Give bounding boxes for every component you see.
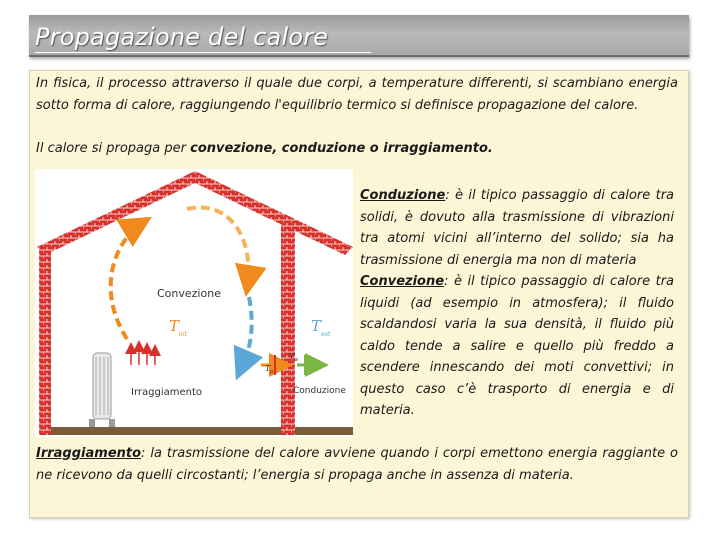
right-wall — [281, 225, 295, 435]
house-heat-diagram — [35, 169, 353, 437]
modes-prefix: Il calore si propaga per — [36, 141, 191, 156]
conduzione-text: : è il tipico passaggio di calore tra solidi, è dovuto alla trasmissione di vibrazioni tra atomi vicini all’interno del solido; sia ha trasmissione di energia ma non di materia — [360, 188, 674, 268]
modes-list: convezione, conduzione o irraggiamento. — [190, 141, 493, 156]
convezione-term: Convezione — [360, 274, 445, 289]
conduzione-term: Conduzione — [360, 188, 446, 203]
convezione-definition — [360, 271, 674, 422]
label-t-w-sub: w — [294, 357, 299, 363]
label-conduzione: Conduzione — [293, 386, 346, 396]
label-t-ext-sub: ext — [321, 331, 331, 338]
left-wall-bricks — [39, 249, 51, 435]
irraggiamento-paragraph — [36, 443, 678, 486]
conduzione-definition — [360, 185, 674, 271]
irraggiamento-term: Irraggiamento — [36, 446, 142, 461]
label-t-int-sub: int — [179, 331, 187, 338]
label-t-int: T — [169, 317, 180, 335]
convezione-text: : è il tipico passaggio di calore tra liquidi (ad esempio in atmosfera); il fluido scaldandosi varia la sua densità, il fluido più caldo tende a salire e quello più freddo a scendere innescando dei moti convettivi; in questo caso c’è trasporto di energia e di materia. — [360, 274, 674, 418]
label-t-w: T — [289, 352, 295, 361]
modes-paragraph — [36, 138, 678, 160]
radiator — [89, 353, 115, 427]
intro-paragraph: In fisica, il processo attraverso il quale due corpi, a temperature differenti, si scambiano energia sotto forma di calore, raggiungendo l'equilibrio termico si definisce propagazione del calore. — [36, 76, 678, 113]
title-underline — [35, 52, 371, 53]
label-t-p: T — [265, 364, 271, 373]
outside-ground — [295, 427, 353, 435]
label-t-ext: T — [311, 317, 322, 335]
floor — [51, 427, 281, 435]
label-convezione: Convezione — [157, 287, 221, 300]
page-title: Propagazione del calore — [35, 23, 329, 51]
label-t-p-sub: p — [270, 369, 274, 375]
irraggiamento-text: : la trasmissione del calore avviene quando i corpi emettono energia raggiante o ne ricevono da quelli circostanti; l’energia si propaga anche in assenza di materia. — [36, 446, 678, 483]
definitions-column — [360, 185, 674, 422]
label-irraggiamento: Irraggiamento — [131, 387, 202, 398]
title-bar — [29, 15, 689, 57]
